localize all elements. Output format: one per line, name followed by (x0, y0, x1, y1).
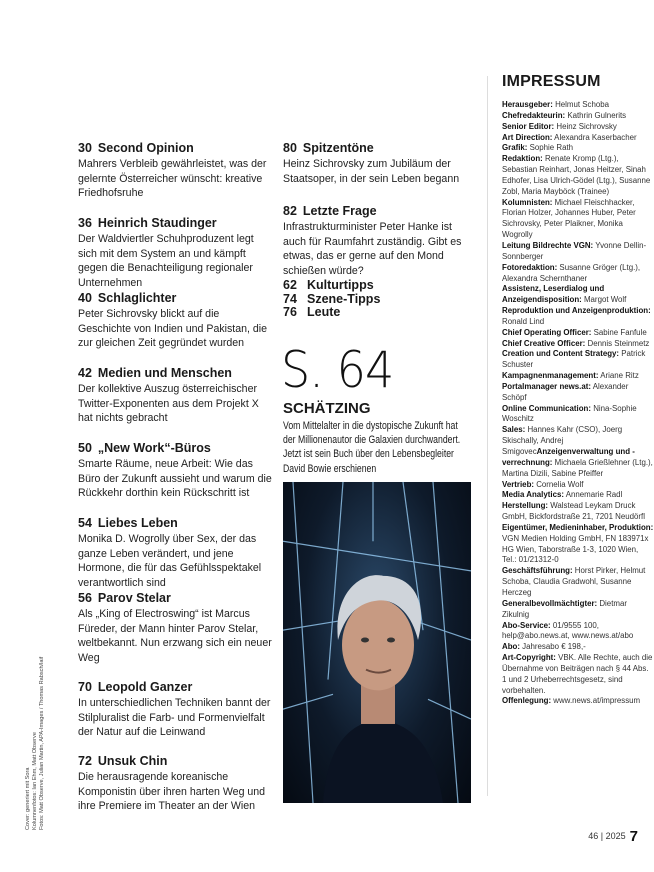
entry-text: Die herausragende koreanische Komponistin über ihren harten Weg und ihre Premiere im Theater an der Wien (78, 771, 266, 813)
entry-page: 42 (78, 366, 92, 380)
toc-entry[interactable] (283, 141, 473, 186)
feature-title: SCHÄTZING (283, 400, 371, 417)
short-list (283, 279, 380, 320)
entry-text: Der kollektive Auszug österreichischer Twitter-Exponenten aus dem Projekt X hat nichts gebracht (78, 383, 259, 425)
entry-page: 54 (78, 516, 92, 530)
entry-text: Als „King of Electroswing“ ist Marcus Füreder, der Mann hinter Parov Stelar, weltbekannt. Nun erzwang sich ein neuer Weg (78, 608, 272, 664)
entry-title: 70 Leopold Ganzer (78, 680, 193, 694)
impressum-entry: Herausgeber: Helmut Schoba (502, 100, 610, 109)
column-divider (487, 76, 488, 796)
impressum-entry: Abo-Service: 01/9555 100, help@abo.news.at, www.news.at/abo (502, 620, 634, 641)
page-footer (588, 828, 638, 845)
entry-text: Monika D. Wogrolly über Sex, der das ganze Leben verändert, und jene Hormone, die für das Gefühlsspektakel verantwortlich sind (78, 533, 262, 589)
impressum-entry: Kampagnenmanagement: Ariane Ritz (502, 371, 639, 381)
entry-page: 56 (78, 591, 92, 605)
impressum-entry: Chief Creative Officer: Dennis Steinmetz (502, 338, 650, 348)
entry-title: 82 Letzte Frage (283, 204, 377, 218)
entry-page: 30 (78, 141, 92, 155)
photo-credits: Cover: generiert mit Sora Kolumnenfotos: Ian Ehm, Matt Observe Fotos: Matt Observe, Julian Martin, APA-Images / Thomas Rabsch/laif (25, 656, 46, 830)
entry-text: Heinz Sichrovsky zum Jubiläum der Staatsoper, in der sein Leben begann (283, 158, 460, 185)
entry-text: Peter Sichrovsky blickt auf die Geschichte von Indien und Pakistan, die zur gleichen Zeit gegründet wurden (78, 308, 268, 350)
impressum-entry: Vertrieb: Cornelia Wolf (502, 479, 584, 489)
entry-page: 70 (78, 680, 92, 694)
toc-entry[interactable] (78, 141, 273, 201)
entry-page: 50 (78, 441, 92, 455)
impressum-entry: Portalmanager news.at: Alexander Schöpf (502, 381, 629, 402)
impressum-entry: Eigentümer, Medieninhaber, Produktion: VGN Medien Holding GmbH, FN 183971x HG Wien, Taborstraße 1-3, 1020 Wien, Tel.: 01/21312-0 (502, 522, 654, 565)
toc-entry[interactable] (283, 204, 473, 278)
impressum-entry: Art Direction: Alexandra Kaserbacher (502, 132, 637, 142)
toc-entry[interactable] (78, 754, 273, 814)
impressum-entry: Fotoredaktion: Susanne Gröger (Ltg.), Alexandra Schernthaner (502, 262, 641, 283)
impressum-entry: Chief Operating Officer: Sabine Fanfule (502, 327, 647, 337)
impressum-entry: Media Analytics: Annemarie Radl (502, 490, 623, 500)
impressum-entry: Online Communication: Nina-Sophie Woschitz (502, 403, 637, 424)
entry-title: 54 Liebes Leben (78, 516, 178, 530)
impressum-entry: Leitung Bildrechte VGN: Yvonne Dellin-Sonnberger (502, 240, 647, 261)
impressum-entry: Reproduktion und Anzeigenproduktion: Ronald Lind (502, 306, 651, 326)
impressum-entry: Geschäftsführung: Horst Pirker, Helmut Schoba, Claudia Gradwohl, Susanne Herczeg (502, 566, 646, 597)
list-item[interactable]: 74 Szene-Tipps (283, 291, 381, 306)
toc-entry[interactable] (78, 441, 273, 501)
entry-title: 50 „New Work“-Büros (78, 441, 211, 455)
impressum-entry: Generalbevollmächtigter: Dietmar Zikulnig (502, 598, 627, 619)
toc-entry[interactable] (78, 680, 273, 740)
toc-entry[interactable] (78, 291, 273, 351)
feature-photo (283, 482, 471, 803)
entry-text: In unterschiedlichen Techniken bannt der Stilpluralist die Farb- und Formenvielfalt der Natur auf die Leinwand (78, 697, 271, 739)
list-item[interactable]: 62 Kulturtipps (283, 278, 374, 292)
toc-entry[interactable] (78, 516, 273, 590)
impressum-entry: Creation und Content Strategy: Patrick Schuster (502, 349, 646, 370)
entry-title: 36 Heinrich Staudinger (78, 216, 217, 230)
impressum-entry: Offenlegung: www.news.at/impressum (502, 696, 641, 706)
impressum-heading: IMPRESSUM (502, 73, 601, 90)
impressum-entry: Chefredakteurin: Kathrin Gulnerits (502, 110, 627, 120)
impressum-entry: Abo: Jahresabo € 198,- (502, 642, 586, 652)
impressum-entry: Grafik: Sophie Rath (502, 143, 574, 153)
entry-title: 40 Schlaglichter (78, 291, 177, 305)
entry-page: 72 (78, 754, 92, 768)
impressum-entry: Anzeigenverwaltung und -verrechnung: Michaela Grießlehner (Ltg.), Martina Dizili, Sabine Pfeiffer (502, 447, 653, 478)
issue-number: 46 | 2025 (588, 831, 626, 841)
entry-title: 80 Spitzentöne (283, 141, 374, 155)
page-number: 7 (629, 828, 638, 845)
entry-page: 82 (283, 204, 297, 218)
entry-text: Infrastrukturminister Peter Hanke ist auch für Raumfahrt zuständig. Gibt es etwas, das er gerne auf den Mond schießen würde? (283, 221, 462, 277)
entry-page: 80 (283, 141, 297, 155)
entry-text: Smarte Räume, neue Arbeit: Wie das Büro der Zukunft aussieht und warum die Rückkehr dorthin kein Rückschritt ist (78, 458, 272, 500)
entry-title: 42 Medien und Menschen (78, 366, 232, 380)
impressum-entry: Redaktion: Renate Kromp (Ltg.), Sebastian Reinhart, Jonas Heitzer, Sinah Edhofer, Lisa Ulrich-Gödel (Ltg.), Susanne Zobl, Maria Mayböck (Trainee) (502, 154, 651, 196)
impressum-entry: Kolumnisten: Michael Fleischhacker, Florian Holzer, Johannes Huber, Peter Sichrovsky, Peter Plaikner, Monika Wogrolly (502, 197, 636, 240)
impressum-entry: Senior Editor: Heinz Sichrovsky (502, 121, 617, 131)
entry-page: 40 (78, 291, 92, 305)
entry-title: 72 Unsuk Chin (78, 754, 168, 768)
entry-title: 30 Second Opinion (78, 141, 194, 155)
entry-page: 36 (78, 216, 92, 230)
entry-text: Der Waldviertler Schuhproduzent legt sich mit dem System an und kämpft gegen die Benachteiligung regionaler Unternehmen (78, 233, 254, 289)
entry-text: Mahrers Verbleib gewährleistet, was der gelernte Österreicher wünscht: kreative Friedhofsruhe (78, 158, 267, 200)
impressum-entry: Assistenz, Leserdialog und Anzeigendisposition: Margot Wolf (502, 284, 627, 305)
toc-entry[interactable] (78, 366, 273, 426)
impressum-entry: Sales: Hannes Kahr (CSO), Joerg Skischally, Andrej Smigovec (502, 425, 623, 456)
feature-text: Vom Mittelalter in die dystopische Zukunft hat der Millionenautor die Galaxien durchwandert. Jetzt ist sein Buch über den Lebensbegleiter David Bowie erschienen (283, 420, 461, 475)
entry-title: 56 Parov Stelar (78, 591, 171, 605)
toc-entry[interactable] (78, 591, 273, 665)
toc-entry[interactable] (78, 216, 273, 290)
feature-page-number: S. 64 (281, 341, 394, 399)
list-item[interactable]: 76 Leute (283, 305, 341, 319)
impressum-text (502, 100, 654, 707)
impressum-entry: Herstellung: Walstead Leykam Druck GmbH, Bickfordstraße 21, 7201 Neudörfl (502, 501, 645, 522)
impressum-entry: Art-Copyright: VBK. Alle Rechte, auch die Übernahme von Beiträgen nach § 44 Abs. 1 und 2 Urheberrechtsgesetz, sind vorbehalten. (502, 653, 653, 695)
